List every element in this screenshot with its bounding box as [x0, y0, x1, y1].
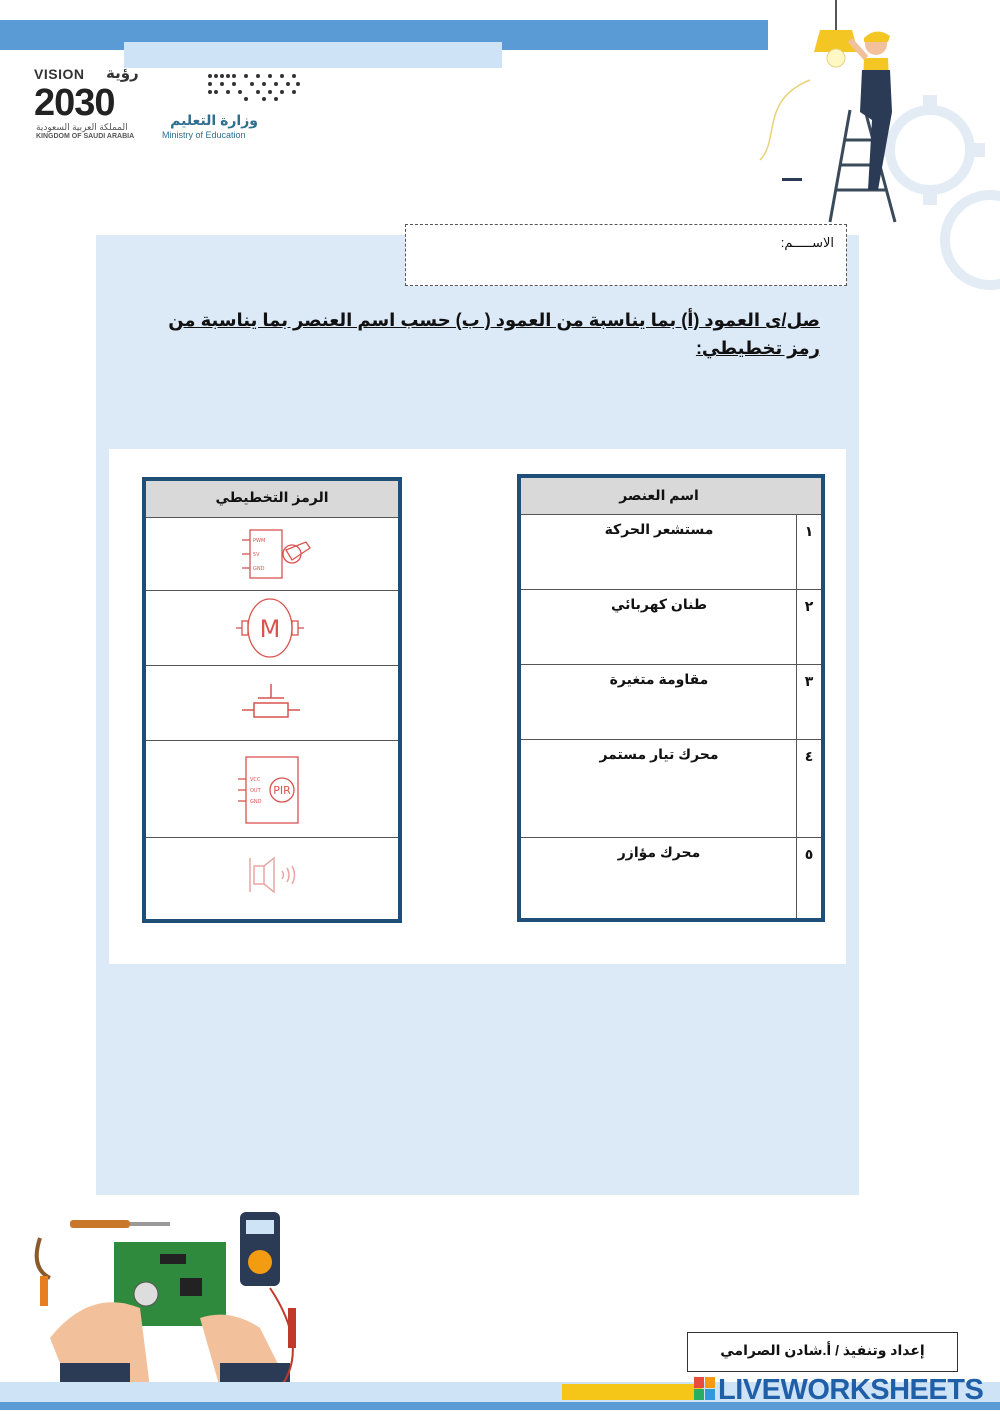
name-row-5[interactable]: [521, 838, 821, 910]
servo-label-pwm: PWM: [253, 538, 266, 544]
name-row-1[interactable]: [521, 515, 821, 590]
pir-label-gnd: GND: [250, 799, 262, 805]
student-name-box[interactable]: [405, 224, 847, 286]
name-row-2[interactable]: [521, 590, 821, 665]
symbol-row-5[interactable]: [146, 838, 398, 911]
vision-country-en: KINGDOM OF SAUDI ARABIA: [36, 133, 135, 140]
vision-arabic: رؤية: [106, 65, 139, 82]
circuit-board-illustration: [30, 1198, 320, 1398]
liveworksheets-wordmark: LIVEWORKSHEETS: [718, 1374, 984, 1406]
liveworksheets-logo[interactable]: [694, 1374, 983, 1406]
vision-2030-logo: [34, 66, 154, 142]
ministry-logo: [160, 72, 270, 144]
element-name: محرك تيار مستمر: [599, 746, 719, 762]
ministry-english: Ministry of Education: [162, 130, 246, 140]
names-table: [517, 474, 825, 922]
footer-accent-bar: [562, 1384, 702, 1400]
author-box: [687, 1332, 958, 1372]
variable-resistor-symbol-icon: [146, 680, 398, 726]
names-table-title: اسم العنصر: [619, 487, 699, 503]
dc-motor-letter: M: [259, 615, 281, 643]
symbol-row-2[interactable]: [146, 591, 398, 666]
symbol-row-1[interactable]: [146, 518, 398, 591]
servo-motor-symbol-icon: [146, 528, 398, 582]
author-text: إعداد وتنفيذ / أ.شادن الصرامي: [720, 1342, 925, 1358]
vision-word: VISION: [34, 66, 85, 82]
vision-country-ar: المملكة العربية السعودية: [36, 122, 128, 132]
pir-label-out: OUT: [250, 788, 261, 794]
name-label: الاســـــم:: [780, 235, 834, 250]
element-name: محرك مؤازر: [617, 844, 701, 860]
row-number: ٣: [804, 673, 814, 689]
buzzer-symbol-icon: [146, 852, 398, 898]
row-number: ٥: [804, 846, 814, 862]
servo-label-gnd: GND: [253, 566, 265, 572]
pir-label-vcc: VCC: [250, 777, 261, 783]
element-name: طنان كهربائي: [610, 596, 708, 612]
vision-year: 2030: [34, 82, 115, 124]
name-row-3[interactable]: [521, 665, 821, 740]
names-table-header: [521, 478, 821, 515]
symbols-table-header: [146, 481, 398, 518]
row-number: ٤: [804, 748, 814, 764]
ministry-arabic: وزارة التعليم: [170, 112, 258, 128]
row-number: ١: [804, 523, 814, 539]
symbols-table-title: الرمز التخطيطي: [215, 489, 329, 505]
symbol-row-4[interactable]: [146, 741, 398, 838]
ministry-dots-icon: [206, 72, 302, 102]
pir-label: PIR: [273, 784, 291, 797]
symbol-row-3[interactable]: [146, 666, 398, 741]
dc-motor-symbol-icon: [146, 597, 398, 659]
name-row-4[interactable]: [521, 740, 821, 838]
servo-label-5v: 5V: [253, 552, 260, 558]
symbols-table: [142, 477, 402, 923]
element-name: مستشعر الحركة: [604, 521, 714, 537]
element-name: مقاومة متغيرة: [609, 671, 709, 687]
row-number: ٢: [804, 598, 814, 614]
question-text: صل/ى العمود (أ) بما يناسبة من العمود ( ب) حسب اسم العنصر بما يناسبة من رمز تخطيطي:: [168, 310, 820, 358]
pir-sensor-symbol-icon: [146, 755, 398, 825]
header-bar-light: [124, 42, 502, 68]
liveworksheets-badge-icon: [694, 1377, 716, 1401]
